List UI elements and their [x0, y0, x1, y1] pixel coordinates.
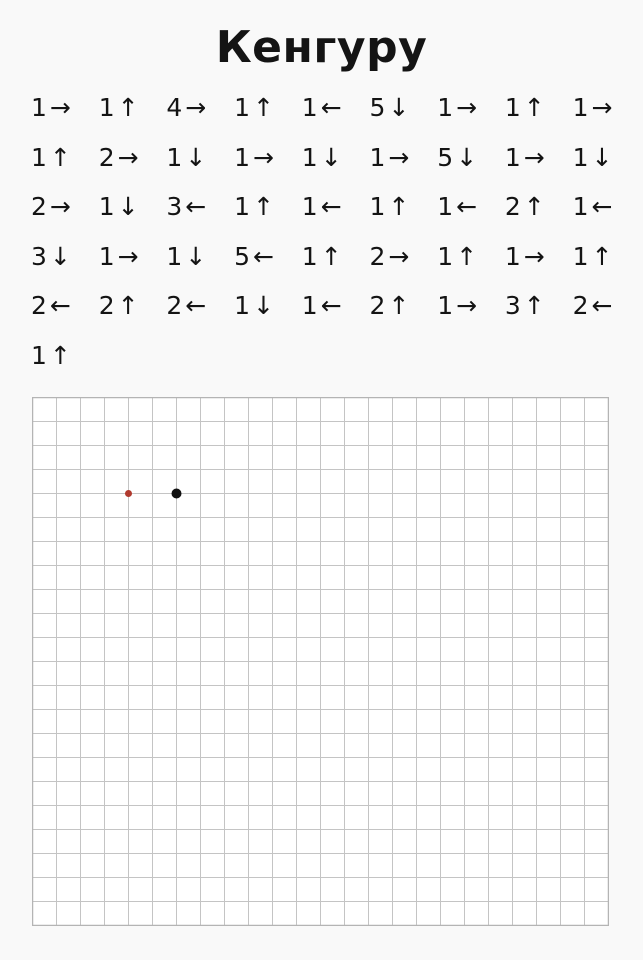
instruction-step — [31, 93, 71, 123]
direction-arrow-icon: ↑ — [388, 291, 410, 320]
direction-arrow-icon: ↑ — [320, 241, 342, 271]
instruction-step — [370, 93, 410, 123]
instruction-step — [31, 143, 71, 173]
direction-arrow-icon: ↓ — [388, 93, 410, 122]
step-count: 1 — [301, 291, 318, 320]
direction-arrow-icon: ← — [591, 291, 613, 320]
direction-arrow-icon: ↑ — [49, 142, 71, 172]
instruction-step — [31, 341, 71, 371]
step-count: 1 — [98, 241, 115, 271]
direction-arrow-icon: ↓ — [49, 241, 71, 271]
direction-arrow-icon: ← — [320, 291, 342, 320]
instruction-step — [505, 242, 545, 272]
instruction-step — [573, 242, 613, 272]
step-count: 2 — [369, 241, 386, 271]
instruction-step — [437, 143, 477, 173]
direction-arrow-icon: ↑ — [591, 241, 613, 271]
step-count: 1 — [437, 192, 454, 221]
direction-arrow-icon: → — [456, 93, 478, 122]
direction-arrow-icon: ↓ — [456, 142, 478, 172]
instruction-step — [370, 192, 410, 222]
direction-arrow-icon: ↓ — [253, 291, 274, 320]
step-count: 1 — [369, 142, 386, 172]
step-count: 1 — [98, 93, 115, 122]
start-dot — [172, 489, 182, 499]
step-count: 1 — [369, 192, 386, 221]
direction-arrow-icon: ← — [185, 291, 207, 320]
instruction-step — [370, 242, 410, 272]
direction-arrow-icon: ↑ — [523, 93, 545, 122]
step-count: 1 — [572, 142, 589, 172]
direction-arrow-icon: ← — [185, 192, 207, 221]
direction-arrow-icon: ↓ — [185, 142, 207, 172]
step-count: 5 — [369, 93, 386, 122]
direction-arrow-icon: ← — [253, 241, 274, 271]
instruction-step — [437, 242, 477, 272]
step-count: 2 — [31, 192, 47, 221]
step-count: 1 — [572, 241, 589, 271]
direction-arrow-icon: → — [49, 93, 71, 122]
step-count: 1 — [437, 93, 454, 122]
step-count: 3 — [31, 241, 47, 271]
direction-arrow-icon: ← — [456, 192, 478, 221]
step-count: 1 — [31, 93, 47, 122]
instruction-step — [99, 291, 139, 321]
instruction-step — [166, 192, 206, 222]
direction-arrow-icon: ↑ — [523, 192, 545, 221]
step-count: 5 — [234, 241, 250, 271]
instruction-step — [437, 192, 477, 222]
step-count: 2 — [98, 291, 115, 320]
step-count: 2 — [98, 142, 115, 172]
direction-arrow-icon: ← — [320, 93, 342, 122]
direction-arrow-icon: ↓ — [117, 192, 139, 221]
step-count: 1 — [437, 241, 454, 271]
direction-arrow-icon: → — [456, 291, 478, 320]
instruction-step — [99, 93, 139, 123]
instruction-step — [573, 192, 613, 222]
direction-arrow-icon: → — [117, 241, 139, 271]
direction-arrow-icon: ↑ — [117, 93, 139, 122]
step-count: 2 — [166, 291, 183, 320]
direction-arrow-icon: ← — [591, 192, 613, 221]
grid-canvas[interactable] — [32, 397, 609, 926]
step-count: 1 — [572, 192, 589, 221]
step-count: 1 — [301, 241, 318, 271]
instruction-step — [505, 192, 545, 222]
step-count: 3 — [166, 192, 183, 221]
instruction-step — [234, 93, 274, 123]
instruction-step — [234, 242, 274, 272]
instruction-step — [505, 143, 545, 173]
step-count: 1 — [572, 93, 589, 122]
step-count: 1 — [31, 142, 47, 172]
direction-arrow-icon: → — [253, 142, 274, 172]
instruction-step — [31, 242, 71, 272]
step-count: 1 — [234, 291, 250, 320]
direction-arrow-icon: ↑ — [253, 93, 274, 122]
step-count: 1 — [301, 192, 318, 221]
instruction-step — [302, 291, 342, 321]
direction-arrow-icon: → — [591, 93, 613, 122]
step-count: 1 — [301, 142, 318, 172]
instruction-step — [166, 242, 206, 272]
instruction-step — [505, 291, 545, 321]
instruction-step — [99, 143, 139, 173]
instruction-step — [437, 291, 477, 321]
instruction-step — [166, 93, 206, 123]
instruction-step — [437, 93, 477, 123]
instruction-step — [370, 143, 410, 173]
direction-arrow-icon: → — [49, 192, 71, 221]
direction-arrow-icon: ↓ — [185, 241, 207, 271]
drawing-grid[interactable] — [32, 397, 609, 926]
instruction-step — [99, 242, 139, 272]
step-count: 1 — [166, 142, 183, 172]
step-count: 2 — [31, 291, 47, 320]
instruction-step — [99, 192, 139, 222]
instruction-step — [302, 93, 342, 123]
step-count: 1 — [504, 142, 521, 172]
instruction-step — [302, 242, 342, 272]
direction-arrow-icon: → — [388, 142, 410, 172]
direction-arrow-icon: → — [117, 142, 139, 172]
direction-arrow-icon: → — [523, 241, 545, 271]
instruction-step — [505, 93, 545, 123]
direction-arrow-icon: ↑ — [117, 291, 139, 320]
step-count: 3 — [504, 291, 521, 320]
step-count: 1 — [504, 241, 521, 271]
direction-arrow-icon: → — [185, 93, 207, 122]
instruction-step — [573, 291, 613, 321]
direction-arrow-icon: ← — [320, 192, 342, 221]
direction-arrow-icon: ↑ — [456, 241, 478, 271]
instruction-step — [166, 291, 206, 321]
step-count: 1 — [504, 93, 521, 122]
instruction-step — [31, 291, 71, 321]
step-count: 1 — [234, 192, 250, 221]
instruction-step — [573, 93, 613, 123]
direction-arrow-icon: ↓ — [320, 142, 342, 172]
instruction-step — [573, 143, 613, 173]
instruction-step — [166, 143, 206, 173]
direction-arrow-icon: ← — [49, 291, 71, 320]
step-count: 2 — [504, 192, 521, 221]
step-count: 1 — [437, 291, 454, 320]
direction-arrow-icon: → — [523, 142, 545, 172]
instruction-step — [302, 143, 342, 173]
step-count: 1 — [31, 340, 47, 370]
step-count: 4 — [166, 93, 183, 122]
instruction-step — [234, 143, 274, 173]
step-count: 1 — [301, 93, 318, 122]
page-title: Кенгуру — [215, 22, 428, 73]
instruction-step — [31, 192, 71, 222]
step-count: 5 — [437, 142, 454, 172]
direction-arrow-icon: ↓ — [591, 142, 613, 172]
step-count: 1 — [166, 241, 183, 271]
step-count: 1 — [234, 142, 250, 172]
step-count: 2 — [369, 291, 386, 320]
direction-arrow-icon: ↑ — [523, 291, 545, 320]
direction-arrow-icon: ↑ — [49, 340, 71, 370]
instruction-step — [234, 192, 274, 222]
red-dot — [125, 490, 132, 497]
step-count: 2 — [572, 291, 589, 320]
instructions-block — [0, 0, 643, 380]
direction-arrow-icon: ↑ — [253, 192, 274, 221]
step-count: 1 — [234, 93, 250, 122]
direction-arrow-icon: ↑ — [388, 192, 410, 221]
step-count: 1 — [98, 192, 115, 221]
direction-arrow-icon: → — [388, 241, 410, 271]
instruction-step — [234, 291, 274, 321]
instruction-step — [370, 291, 410, 321]
instruction-step — [302, 192, 342, 222]
